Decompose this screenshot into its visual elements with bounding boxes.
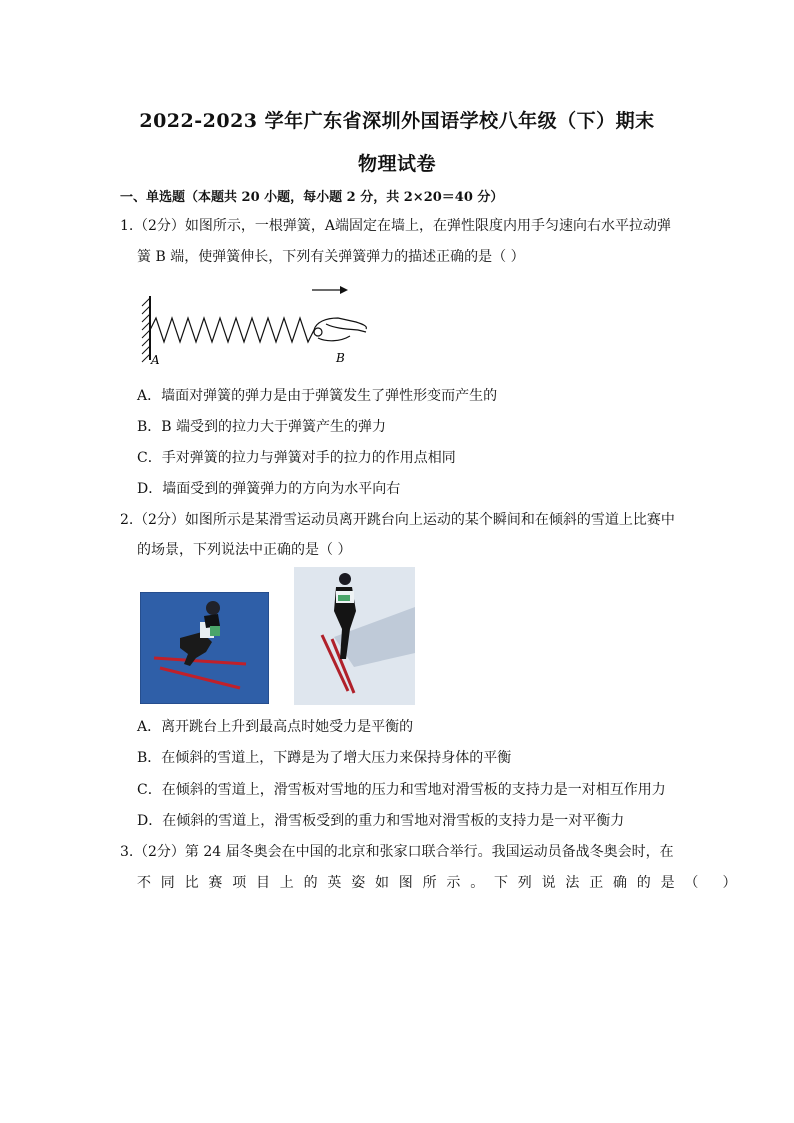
page-subtitle: 物理试卷 [357, 153, 436, 175]
question-2-option-a: A．离开跳台上升到最高点时她受力是平衡的 [137, 719, 414, 735]
spring-zigzag-icon [150, 318, 314, 342]
spring-figure [130, 278, 380, 373]
label-b: B [336, 351, 345, 365]
question-2-stem-line1: （2分）如图所示是某滑雪运动员离开跳台向上运动的某个瞬间和在倾斜的雪道上比赛中 [134, 512, 675, 528]
question-1-stem-line2: 簧 B 端，使弹簧伸长，下列有关弹簧弹力的描述正确的是（ ） [137, 249, 525, 265]
label-a: A [151, 353, 160, 367]
hand-icon [314, 318, 366, 341]
question-1-option-a: A．墙面对弹簧的弹力是由于弹簧发生了弹性形变而产生的 [137, 388, 498, 404]
question-2-option-d: D．在倾斜的雪道上，滑雪板受到的重力和雪地对滑雪板的支持力是一对平衡力 [137, 813, 625, 829]
question-2-option-b: B．在倾斜的雪道上，下蹲是为了增大压力来保持身体的平衡 [137, 750, 512, 766]
question-3-stem-line2: 不同比赛项目上的英姿如图所示。下列说法正确的是（ ） [137, 875, 747, 891]
skier-jump-photo [140, 592, 269, 704]
question-2-option-c: C．在倾斜的雪道上，滑雪板对雪地的压力和雪地对滑雪板的支持力是一对相互作用力 [137, 782, 666, 798]
question-3-stem-line1: （2分）第 24 届冬奥会在中国的北京和张家口联合举行。我国运动员备战冬奥会时，在 [134, 844, 674, 860]
question-2-number: 2. [120, 512, 134, 528]
question-3-number: 3. [120, 844, 134, 860]
section-heading: 一、单选题（本题共 20 小题，每小题 2 分，共 2×20＝40 分） [120, 190, 504, 205]
arrow-right-icon [312, 286, 348, 294]
question-1-option-c: C．手对弹簧的拉力与弹簧对手的拉力的作用点相同 [137, 450, 456, 466]
question-2-stem-line2: 的场景，下列说法中正确的是（ ） [137, 542, 352, 558]
question-1-number: 1. [120, 218, 134, 234]
wall-hatch-icon [142, 296, 150, 362]
skier-slope-photo [294, 567, 415, 705]
question-1-option-d: D．墙面受到的弹簧弹力的方向为水平向右 [137, 481, 401, 497]
page-title: 2022-2023 学年广东省深圳外国语学校八年级（下）期末 [139, 110, 655, 132]
question-1-option-b: B．B 端受到的拉力大于弹簧产生的弹力 [137, 419, 387, 435]
question-1-stem-line1: （2分）如图所示，一根弹簧，A端固定在墙上，在弹性限度内用手匀速向右水平拉动弹 [134, 218, 672, 234]
